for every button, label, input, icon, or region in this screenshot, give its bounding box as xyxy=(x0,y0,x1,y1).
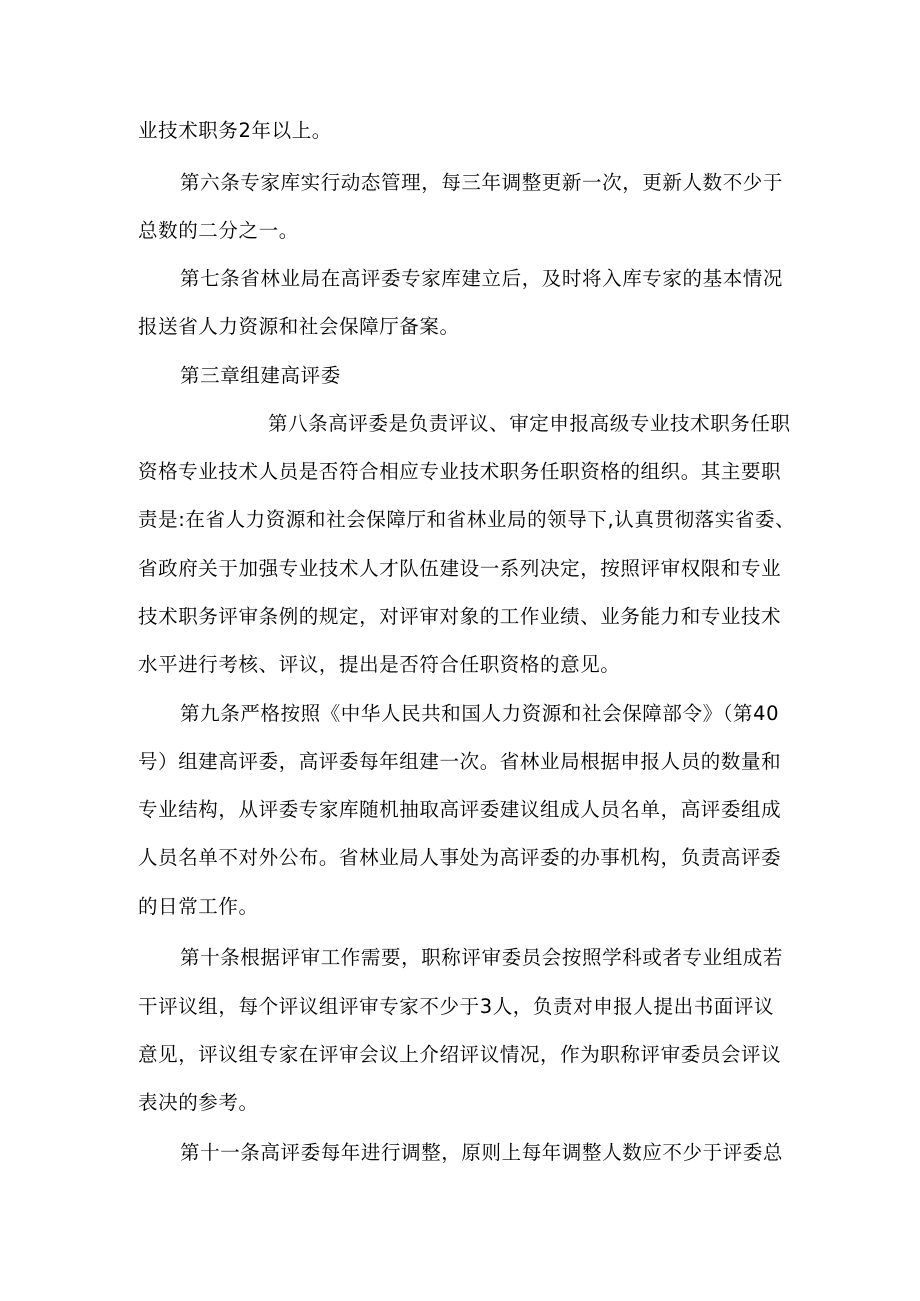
text-line: 意见，评议组专家在评审会议上介绍评议情况，作为职称评审委员会评议 xyxy=(138,1043,782,1066)
text-line: 干评议组，每个评议组评审专家不少于3人，负责对申报人提出书面评议 xyxy=(138,995,775,1018)
text-line: 第九条严格按照《中华人民共和国人力资源和社会保障部令》（第40 xyxy=(180,702,780,725)
text-line: 第六条专家库实行动态管理，每三年调整更新一次，更新人数不少于 xyxy=(180,171,784,194)
text-line: 技术职务评审条例的规定，对评审对象的工作业绩、业务能力和专业技术 xyxy=(138,605,782,628)
text-line: 省政府关于加强专业技术人才队伍建设一系列决定，按照评审权限和专业 xyxy=(138,557,782,580)
text-line: 第七条省林业局在高评委专家库建立后，及时将入库专家的基本情况 xyxy=(180,267,784,290)
text-line: 报送省人力资源和社会保障厅备案。 xyxy=(138,315,460,338)
text-line: 第八条高评委是负责评议、审定申报高级专业技术职务任职 xyxy=(268,412,791,435)
text-line: 业技术职务2年以上。 xyxy=(138,119,332,142)
text-line: 专业结构，从评委专家库随机抽取高评委建议组成人员名单，高评委组成 xyxy=(138,798,782,821)
text-line: 资格专业技术人员是否符合相应专业技术职务任职资格的组织。其主要职 xyxy=(138,460,782,483)
text-line: 的日常工作。 xyxy=(138,895,259,918)
text-line: 水平进行考核、评议，提出是否符合任职资格的意见。 xyxy=(138,653,621,676)
text-line: 第十一条高评委每年进行调整，原则上每年调整人数应不少于评委总 xyxy=(180,1141,784,1164)
chapter-heading: 第三章组建高评委 xyxy=(180,364,341,387)
text-line: 第十条根据评审工作需要，职称评审委员会按照学科或者专业组成若 xyxy=(180,946,784,969)
text-line: 责是:在省人力资源和社会保障厅和省林业局的领导下,认真贯彻落实省委、 xyxy=(138,508,796,531)
text-line: 号）组建高评委，高评委每年组建一次。省林业局根据申报人员的数量和 xyxy=(138,750,782,773)
text-line: 总数的二分之一。 xyxy=(138,219,299,242)
text-line: 人员名单不对外公布。省林业局人事处为高评委的办事机构，负责高评委 xyxy=(138,846,782,869)
text-line: 表决的参考。 xyxy=(138,1091,259,1114)
